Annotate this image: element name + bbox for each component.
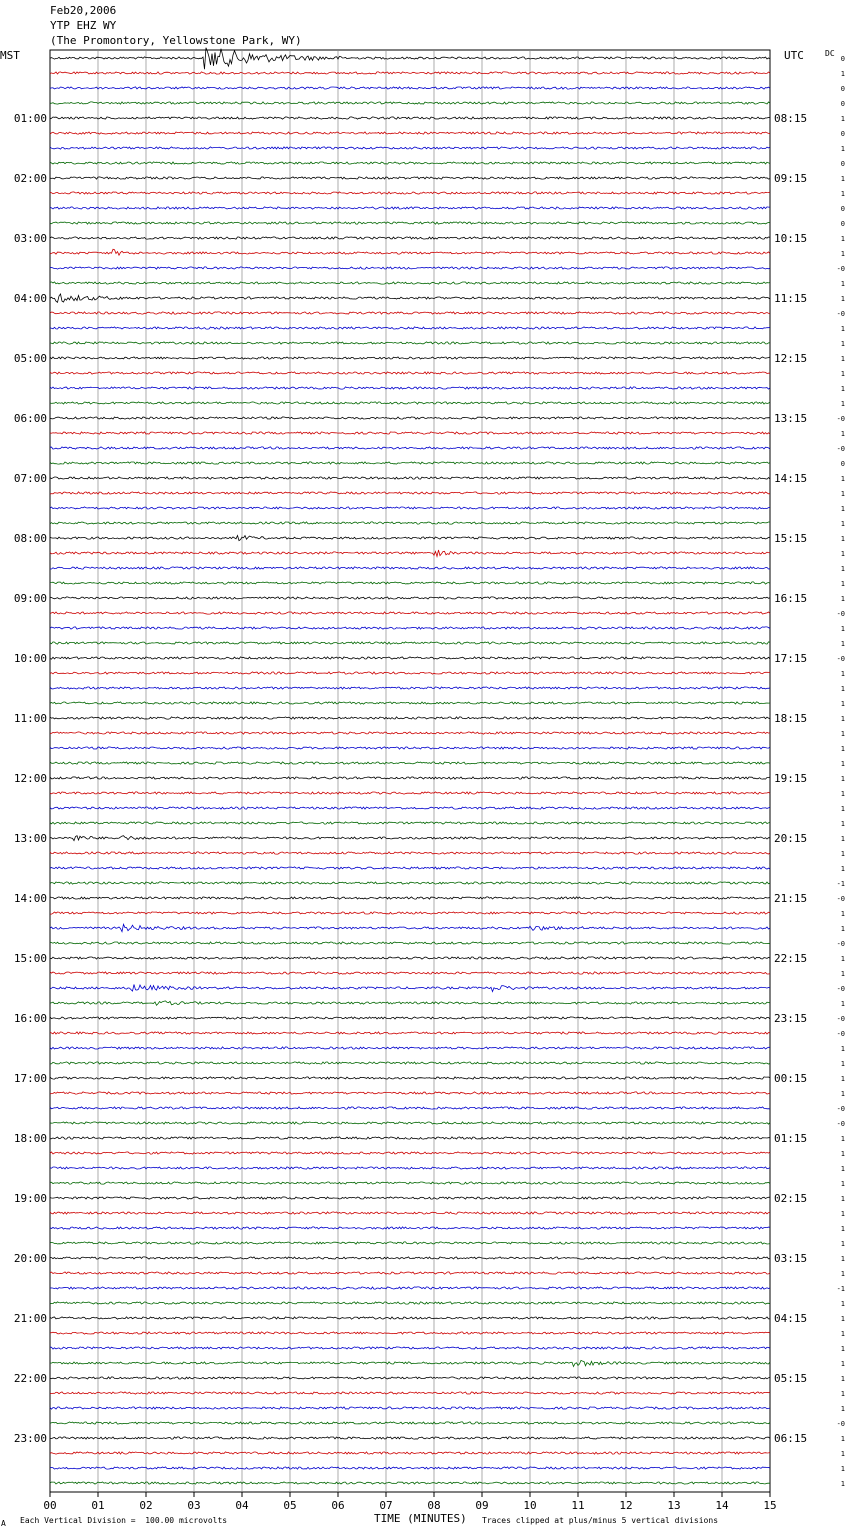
seismic-trace	[50, 507, 770, 509]
dc-offset-label: 1	[840, 595, 845, 603]
left-hour-label: 15:00	[13, 952, 47, 965]
dc-offset-label: 1	[840, 1345, 845, 1353]
seismic-trace	[50, 897, 770, 899]
seismic-trace	[50, 192, 770, 194]
left-hour-label: 22:00	[13, 1372, 47, 1385]
seismic-trace	[50, 536, 770, 541]
dc-offset-label: 1	[840, 400, 845, 408]
left-hour-label: 05:00	[13, 352, 47, 365]
dc-offset-label: 1	[840, 850, 845, 858]
left-hour-label: 19:00	[13, 1192, 47, 1205]
dc-column-label: DC	[825, 49, 835, 58]
seismic-trace	[50, 1242, 770, 1244]
dc-offset-label: 1	[840, 250, 845, 258]
seismic-trace	[50, 777, 770, 779]
left-hour-label: 09:00	[13, 592, 47, 605]
right-hour-label: 11:15	[774, 292, 808, 305]
seismic-trace	[50, 912, 770, 914]
right-hour-label: 17:15	[774, 652, 808, 665]
seismic-trace	[50, 985, 770, 992]
seismic-trace	[50, 267, 770, 269]
seismic-trace	[50, 102, 770, 104]
seismic-trace	[50, 492, 770, 494]
dc-offset-label: 1	[840, 1435, 845, 1443]
seismic-trace	[50, 957, 770, 959]
dc-offset-label: 1	[840, 475, 845, 483]
dc-offset-label: 1	[840, 1480, 845, 1488]
dc-offset-label: 1	[840, 190, 845, 198]
seismic-trace	[50, 1377, 770, 1379]
left-hour-label: 14:00	[13, 892, 47, 905]
dc-offset-label: 1	[840, 385, 845, 393]
seismic-trace	[50, 567, 770, 569]
dc-offset-label: -0	[836, 1105, 845, 1113]
dc-offset-label: 0	[840, 205, 845, 213]
right-hour-label: 13:15	[774, 412, 808, 425]
left-hour-label: 04:00	[13, 292, 47, 305]
dc-offset-label: 1	[840, 760, 845, 768]
clip-note: Traces clipped at plus/minus 5 vertical divisions	[482, 1516, 719, 1525]
dc-offset-label: 1	[840, 1090, 845, 1098]
dc-offset-label: 1	[840, 295, 845, 303]
dc-offset-label: 1	[840, 370, 845, 378]
dc-offset-label: 1	[840, 700, 845, 708]
dc-offset-label: 1	[840, 520, 845, 528]
seismic-trace	[50, 1182, 770, 1184]
seismic-trace	[50, 1272, 770, 1274]
left-hour-label: 07:00	[13, 472, 47, 485]
dc-offset-label: 1	[840, 790, 845, 798]
dc-offset-label: 1	[840, 625, 845, 633]
dc-offset-label: -0	[836, 310, 845, 318]
seismic-trace	[50, 72, 770, 74]
seismic-trace	[50, 1212, 770, 1214]
right-hour-label: 23:15	[774, 1012, 808, 1025]
x-tick-label: 01	[91, 1499, 105, 1512]
seismic-trace	[50, 207, 770, 209]
right-hour-label: 09:15	[774, 172, 808, 185]
dc-offset-label: 0	[840, 55, 845, 63]
dc-offset-label: 1	[840, 835, 845, 843]
left-hour-label: 11:00	[13, 712, 47, 725]
dc-offset-label: -1	[836, 880, 845, 888]
right-hour-label: 16:15	[774, 592, 808, 605]
left-hour-label: 13:00	[13, 832, 47, 845]
dc-offset-label: 1	[840, 115, 845, 123]
dc-offset-label: 1	[840, 490, 845, 498]
dc-offset-label: -0	[836, 1120, 845, 1128]
seismic-trace	[50, 342, 770, 344]
seismic-trace	[50, 1302, 770, 1304]
seismic-trace	[50, 747, 770, 749]
seismic-trace	[50, 462, 770, 464]
seismic-trace	[50, 1107, 770, 1109]
seismic-trace	[50, 852, 770, 854]
dc-offset-label: 1	[840, 1300, 845, 1308]
dc-offset-label: 1	[840, 175, 845, 183]
plot-frame	[50, 50, 770, 1492]
dc-offset-label: 1	[840, 1390, 845, 1398]
dc-offset-label: 1	[840, 550, 845, 558]
x-tick-label: 05	[283, 1499, 297, 1512]
dc-offset-label: 1	[840, 910, 845, 918]
trace-group	[50, 48, 770, 1484]
x-axis-title: TIME (MINUTES)	[374, 1512, 467, 1525]
dc-offset-label: 1	[840, 1375, 845, 1383]
seismic-trace	[50, 642, 770, 644]
dc-offset-label: 0	[840, 100, 845, 108]
seismic-trace	[50, 657, 770, 659]
left-hour-label: 02:00	[13, 172, 47, 185]
dc-offset-label: 0	[840, 85, 845, 93]
dc-offset-label: 1	[840, 685, 845, 693]
dc-offset-label: -1	[836, 1285, 845, 1293]
dc-offset-label: 1	[840, 1180, 845, 1188]
dc-offset-label: 1	[840, 280, 845, 288]
left-hour-label: 08:00	[13, 532, 47, 545]
right-hour-label: 01:15	[774, 1132, 808, 1145]
dc-offset-label: 1	[840, 1270, 845, 1278]
x-tick-label: 02	[139, 1499, 153, 1512]
dc-offset-label: 1	[840, 145, 845, 153]
dc-offset-label: 1	[840, 325, 845, 333]
seismic-trace	[50, 432, 770, 434]
x-tick-label: 06	[331, 1499, 345, 1512]
left-timezone-label: MST	[0, 49, 20, 62]
dc-offset-label: -0	[836, 1015, 845, 1023]
seismic-trace	[50, 924, 770, 931]
seismic-trace	[50, 1122, 770, 1124]
x-tick-label: 12	[619, 1499, 633, 1512]
seismic-trace	[50, 132, 770, 134]
seismic-trace	[50, 1437, 770, 1439]
right-hour-label: 21:15	[774, 892, 808, 905]
right-hour-label: 08:15	[774, 112, 808, 125]
seismic-trace	[50, 1347, 770, 1349]
seismic-trace	[50, 1047, 770, 1049]
seismic-trace	[50, 882, 770, 884]
dc-offset-label: -0	[836, 940, 845, 948]
seismic-trace	[50, 312, 770, 314]
right-hour-label: 22:15	[774, 952, 808, 965]
dc-offset-label: 1	[840, 1240, 845, 1248]
seismic-trace	[50, 1360, 770, 1366]
right-hour-label: 15:15	[774, 532, 808, 545]
dc-offset-label: 1	[840, 1465, 845, 1473]
x-tick-label: 10	[523, 1499, 537, 1512]
dc-offset-label: 1	[840, 670, 845, 678]
seismic-trace	[50, 1032, 770, 1034]
seismic-trace	[50, 1467, 770, 1469]
seismic-trace	[50, 597, 770, 599]
dc-offset-label: 1	[840, 1150, 845, 1158]
dc-offset-label: 1	[840, 340, 845, 348]
right-hour-label: 02:15	[774, 1192, 808, 1205]
dc-offset-label: 1	[840, 1165, 845, 1173]
time-grid	[50, 50, 770, 1492]
left-hour-label: 18:00	[13, 1132, 47, 1145]
dc-offset-label: -0	[836, 610, 845, 618]
dc-offset-label: 1	[840, 970, 845, 978]
dc-offset-label: -0	[836, 655, 845, 663]
dc-offset-label: 0	[840, 160, 845, 168]
left-hour-label: 03:00	[13, 232, 47, 245]
seismic-trace	[50, 867, 770, 869]
dc-offset-label: 1	[840, 925, 845, 933]
seismic-trace	[50, 477, 770, 479]
seismic-trace	[50, 357, 770, 359]
dc-offset-label: 1	[840, 820, 845, 828]
seismic-trace	[50, 550, 770, 557]
dc-offset-label: 1	[840, 730, 845, 738]
seismic-trace	[50, 762, 770, 764]
dc-offset-label: 0	[840, 220, 845, 228]
dc-offset-label: -0	[836, 985, 845, 993]
dc-offset-label: 1	[840, 1045, 845, 1053]
x-tick-label: 03	[187, 1499, 201, 1512]
left-hour-label: 10:00	[13, 652, 47, 665]
dc-offset-label: 1	[840, 1195, 845, 1203]
dc-offset-label: 1	[840, 70, 845, 78]
dc-offset-label: 0	[840, 130, 845, 138]
seismic-trace	[50, 1332, 770, 1334]
dc-offset-label: 1	[840, 1060, 845, 1068]
seismic-trace	[50, 294, 770, 302]
seismic-trace	[50, 807, 770, 809]
dc-offset-label: -0	[836, 1030, 845, 1038]
seismic-trace	[50, 1092, 770, 1094]
dc-offset-label: 1	[840, 580, 845, 588]
seismic-trace	[50, 1167, 770, 1169]
dc-offset-label: 1	[840, 775, 845, 783]
seismic-trace	[50, 48, 770, 69]
seismic-trace	[50, 836, 770, 841]
left-hour-label: 20:00	[13, 1252, 47, 1265]
dc-offset-label: 1	[840, 505, 845, 513]
seismic-trace	[50, 822, 770, 824]
right-hour-label: 20:15	[774, 832, 808, 845]
seismic-trace	[50, 942, 770, 944]
seismic-trace	[50, 417, 770, 419]
x-tick-label: 09	[475, 1499, 489, 1512]
seismic-trace	[50, 372, 770, 374]
seismic-trace	[50, 1152, 770, 1154]
dc-offset-label: -0	[836, 445, 845, 453]
dc-offset-label: 1	[840, 1450, 845, 1458]
right-hour-label: 04:15	[774, 1312, 808, 1325]
dc-offset-label: 1	[840, 955, 845, 963]
x-tick-label: 13	[667, 1499, 681, 1512]
seismic-trace	[50, 1062, 770, 1064]
seismic-trace	[50, 402, 770, 404]
x-tick-label: 04	[235, 1499, 249, 1512]
left-hour-label: 06:00	[13, 412, 47, 425]
seismic-trace	[50, 1257, 770, 1259]
x-tick-label: 08	[427, 1499, 441, 1512]
seismic-trace	[50, 1137, 770, 1139]
seismic-trace	[50, 582, 770, 584]
right-hour-label: 03:15	[774, 1252, 808, 1265]
seismic-trace	[50, 1001, 770, 1005]
x-tick-label: 15	[763, 1499, 777, 1512]
left-hour-label: 16:00	[13, 1012, 47, 1025]
dc-offset-label: 1	[840, 1405, 845, 1413]
dc-offset-label: 1	[840, 1135, 845, 1143]
dc-offset-label: 0	[840, 460, 845, 468]
x-tick-label: 07	[379, 1499, 393, 1512]
seismic-trace	[50, 327, 770, 329]
seismic-trace	[50, 1482, 770, 1484]
seismic-trace	[50, 1407, 770, 1409]
right-hour-label: 12:15	[774, 352, 808, 365]
dc-offset-label: 1	[840, 1075, 845, 1083]
right-hour-label: 06:15	[774, 1432, 808, 1445]
seismic-trace	[50, 1197, 770, 1199]
dc-offset-label: 1	[840, 1000, 845, 1008]
seismic-trace	[50, 177, 770, 179]
right-hour-label: 18:15	[774, 712, 808, 725]
seismic-trace	[50, 687, 770, 689]
seismic-trace	[50, 87, 770, 89]
dc-offset-label: 1	[840, 535, 845, 543]
x-tick-label: 00	[43, 1499, 57, 1512]
seismic-trace	[50, 732, 770, 734]
seismic-trace	[50, 792, 770, 794]
dc-offset-label: 1	[840, 430, 845, 438]
seismic-trace	[50, 522, 770, 524]
dc-offset-label: 1	[840, 1315, 845, 1323]
left-hour-label: 17:00	[13, 1072, 47, 1085]
seismic-trace	[50, 1017, 770, 1019]
seismic-trace	[50, 1452, 770, 1454]
dc-offset-label: 1	[840, 1360, 845, 1368]
dc-offset-label: 1	[840, 640, 845, 648]
dc-offset-label: 1	[840, 1330, 845, 1338]
seismic-trace	[50, 672, 770, 674]
seismic-trace	[50, 1287, 770, 1289]
left-hour-label: 12:00	[13, 772, 47, 785]
seismic-trace	[50, 702, 770, 704]
right-hour-label: 05:15	[774, 1372, 808, 1385]
dc-offset-label: 1	[840, 1210, 845, 1218]
seismic-trace	[50, 717, 770, 719]
seismic-trace	[50, 447, 770, 449]
dc-offset-label: 1	[840, 745, 845, 753]
seismic-trace	[50, 249, 770, 255]
dc-offset-label: -0	[836, 415, 845, 423]
dc-offset-label: 1	[840, 565, 845, 573]
right-timezone-label: UTC	[784, 49, 804, 62]
plot-location: (The Promontory, Yellowstone Park, WY)	[50, 34, 302, 47]
right-hour-label: 00:15	[774, 1072, 808, 1085]
dc-offset-label: 1	[840, 1225, 845, 1233]
seismic-trace	[50, 627, 770, 629]
dc-offset-label: 1	[840, 805, 845, 813]
plot-date: Feb20,2006	[50, 4, 117, 17]
right-hour-label: 14:15	[774, 472, 808, 485]
seismic-trace	[50, 612, 770, 614]
seismic-trace	[50, 972, 770, 974]
seismic-trace	[50, 1077, 770, 1079]
seismic-trace	[50, 147, 770, 149]
seismic-trace	[50, 1227, 770, 1229]
dc-offset-label: 1	[840, 235, 845, 243]
seismic-trace	[50, 1392, 770, 1394]
seismic-trace	[50, 117, 770, 119]
left-hour-label: 23:00	[13, 1432, 47, 1445]
right-hour-label: 19:15	[774, 772, 808, 785]
dc-offset-label: -0	[836, 1420, 845, 1428]
dc-offset-label: 1	[840, 715, 845, 723]
axis-label-group	[14, 55, 845, 1512]
seismic-trace	[50, 1422, 770, 1424]
x-tick-label: 14	[715, 1499, 729, 1512]
dc-offset-label: -0	[836, 265, 845, 273]
dc-offset-label: -0	[836, 895, 845, 903]
dc-offset-label: 1	[840, 1255, 845, 1263]
seismic-trace	[50, 237, 770, 239]
seismic-trace	[50, 222, 770, 224]
right-hour-label: 10:15	[774, 232, 808, 245]
dc-offset-label: 1	[840, 865, 845, 873]
seismic-trace	[50, 162, 770, 164]
seismic-trace	[50, 1317, 770, 1319]
dc-offset-label: 1	[840, 355, 845, 363]
plot-station: YTP EHZ WY	[50, 19, 117, 32]
seismic-trace	[50, 387, 770, 389]
left-hour-label: 21:00	[13, 1312, 47, 1325]
corner-mark: A	[1, 1519, 6, 1528]
seismic-trace	[50, 282, 770, 284]
scale-note: Each Vertical Division = 100.00 microvolts	[20, 1516, 228, 1525]
left-hour-label: 01:00	[13, 112, 47, 125]
x-tick-label: 11	[571, 1499, 585, 1512]
